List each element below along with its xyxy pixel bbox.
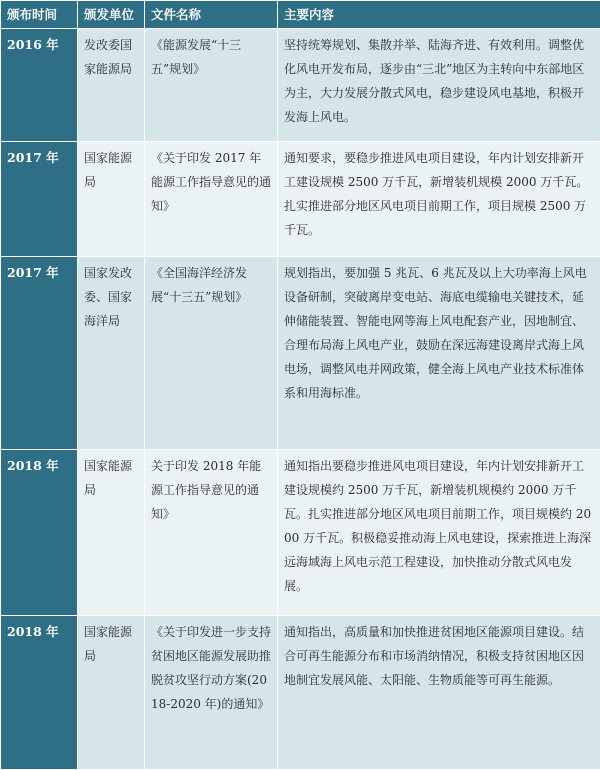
header-document: 文件名称 bbox=[145, 1, 278, 29]
cell-content: 规划指出，要加强 5 兆瓦、6 兆瓦及以上大功率海上风电设备研制，突破离岸变电站、海底电缆输电关键技术，延伸储能装置、智能电网等海上风电配套产业，因地制宜、合理布局海上风电产业，鼓励在深远海建设离岸式海上风电场，调整风电并网政策，健全海上风电产业技术标准体系和用海标准。 bbox=[278, 257, 600, 450]
table-row bbox=[1, 616, 600, 770]
table-row bbox=[1, 257, 600, 450]
cell-agency: 国家能源局 bbox=[78, 450, 145, 616]
cell-content: 通知指出，高质量和加快推进贫困地区能源项目建设。结合可再生能源分布和市场消纳情况，积极支持贫困地区因地制宜发展风能、太阳能、生物质能等可再生能源。 bbox=[278, 616, 600, 770]
cell-year: 2016 年 bbox=[1, 29, 78, 142]
header-year: 颁布时间 bbox=[1, 1, 78, 29]
cell-year: 2017 年 bbox=[1, 257, 78, 450]
cell-content: 通知要求，要稳步推进风电项目建设，年内计划安排新开工建设规模 2500 万千瓦，新增装机规模 2000 万千瓦。扎实推进部分地区风电项目前期工作，项目规模 2500 万千瓦。 bbox=[278, 142, 600, 257]
cell-year: 2018 年 bbox=[1, 616, 78, 770]
cell-document: 《全国海洋经济发展“十三五”规划》 bbox=[145, 257, 278, 450]
header-content: 主要内容 bbox=[278, 1, 600, 29]
cell-agency: 国家能源局 bbox=[78, 616, 145, 770]
table-row bbox=[1, 142, 600, 257]
cell-document: 《关于印发 2017 年能源工作指导意见的通知》 bbox=[145, 142, 278, 257]
cell-agency: 发改委国家能源局 bbox=[78, 29, 145, 142]
cell-content: 通知指出要稳步推进风电项目建设，年内计划安排新开工建设规模约 2500 万千瓦，新增装机规模约 2000 万千瓦。扎实推进部分地区风电项目前期工作，项目规模约 2000 万千瓦。积极稳妥推动海上风电建设，探索推进上海深远海域海上风电示范工程建设，加快推动分散式风电发展。 bbox=[278, 450, 600, 616]
cell-content: 坚持统筹规划、集散并举、陆海齐进、有效利用。调整优化风电开发布局，逐步由“三北”地区为主转向中东部地区为主，大力发展分散式风电，稳步建设风电基地，积极开发海上风电。 bbox=[278, 29, 600, 142]
cell-agency: 国家能源局 bbox=[78, 142, 145, 257]
cell-year: 2018 年 bbox=[1, 450, 78, 616]
cell-year: 2017 年 bbox=[1, 142, 78, 257]
cell-document: 关于印发 2018 年能源工作指导意见的通知》 bbox=[145, 450, 278, 616]
table-header-row bbox=[1, 1, 600, 29]
cell-document: 《能源发展“十三五”规划》 bbox=[145, 29, 278, 142]
table-row bbox=[1, 450, 600, 616]
header-agency: 颁发单位 bbox=[78, 1, 145, 29]
cell-agency: 国家发改委、国家海洋局 bbox=[78, 257, 145, 450]
table-row bbox=[1, 29, 600, 142]
cell-document: 《关于印发进一步支持贫困地区能源发展助推脱贫攻坚行动方案(2018-2020 年)的通知》 bbox=[145, 616, 278, 770]
